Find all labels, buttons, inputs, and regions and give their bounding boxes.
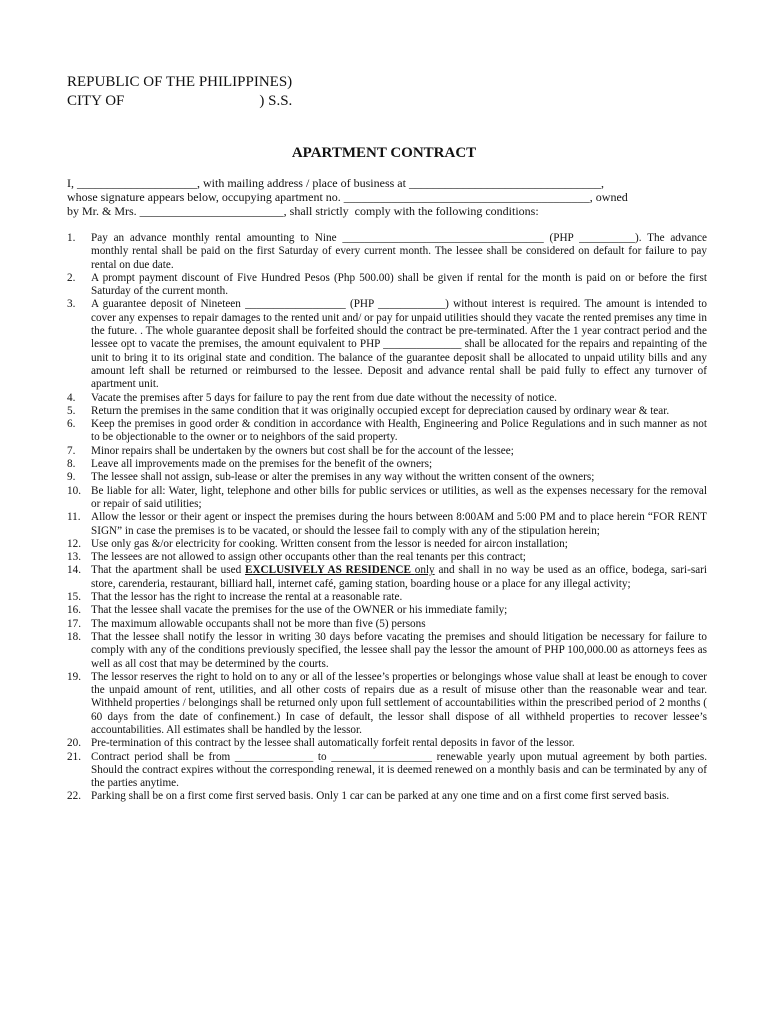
document-title: APARTMENT CONTRACT (291, 145, 477, 161)
condition-text: Minor repairs shall be undertaken by the owners but cost shall be for the account of the lessee; (91, 444, 514, 457)
condition-number: 21. (67, 750, 81, 763)
condition-number: 3. (67, 298, 76, 311)
condition-text: The maximum allowable occupants shall not be more than five (5) persons (91, 617, 426, 630)
condition-number: 2. (67, 271, 76, 284)
condition-number: 1. (67, 232, 76, 244)
condition-text: Use only gas &/or electricity for cooking. Written consent from the lessor is needed for aircon installation; (91, 537, 568, 550)
condition-number: 4. (67, 391, 76, 404)
condition-text: A guarantee deposit of Nineteen __________________ (PHP ____________) without interest is required. The amount is intended to cover any expenses to repair damages to the rented unit and/ or pay for unpaid utilities should they vacate the rented premises any time in the future. . The whole guarantee deposit shall be forfeited should the contract be pre-terminated. After the 1 year contract period and the lessee opt to vacate the premises, the amount equivalent to PHP ______________ shall be allocated for the repairs and repainting of the unit to bring it to its original state and condition. The balance of the guarantee deposit shall be allocated to unpaid utility bills and any amount left shall be returned or reimbursed to the lessee. Deposit and advance rental shall be paid fully to effect any turnover of apartment unit. (91, 298, 707, 391)
condition-text: That the lessee shall vacate the premises for the use of the OWNER or his immediate family; (91, 604, 508, 617)
condition-text: Pay an advance monthly rental amounting to Nine ____________________________________ (PHP __________). The advance monthly rental shall be paid on the first Saturday of every current month. The lessee shall be considered on default for failure to pay rental on due date. (91, 232, 707, 271)
condition-text: The lessees are not allowed to assign other occupants other than the real tenants per this contract; (91, 551, 526, 564)
condition-text: That the lessor has the right to increase the rental at a reasonable rate. (91, 591, 403, 604)
condition-text: Return the premises in the same condition that it was originally occupied except for depreciation caused by ordinary wear & tear. (91, 404, 670, 417)
exclusive-residence-emphasis: EXCLUSIVELY AS RESIDENCE (244, 564, 415, 577)
condition-item-20 (67, 737, 707, 750)
condition-item-3 (67, 298, 707, 391)
condition-number: 14. (67, 564, 81, 577)
condition-text-pre: That the apartment shall be used (91, 564, 245, 577)
condition-number: 18. (67, 630, 81, 643)
condition-item-21 (67, 751, 707, 791)
condition-text: Parking shall be on a first come first served basis. Only 1 car can be parked at any one time and on a first come first served basis. (91, 790, 670, 803)
condition-item-12 (67, 538, 707, 551)
condition-number: 8. (67, 458, 76, 471)
condition-text: Contract period shall be from ______________ to __________________ renewable yearly upon mutual agreement by both parties. Should the contract expires without the corresponding renewal, it is deemed renewed on a monthly basis and can be terminated by any of the parties anytime. (91, 750, 707, 790)
condition-number: 5. (67, 404, 76, 417)
venue-header (67, 73, 292, 111)
condition-number: 19. (67, 670, 81, 683)
condition-item-1 (67, 232, 707, 272)
condition-text: Pre-termination of this contract by the lessee shall automatically forfeit rental deposits in favor of the lessor. (91, 737, 575, 750)
condition-text: Be liable for all: Water, light, telephone and other bills for public services or utilities, as well as the expenses necessary for the removal or repair of said utilities; (91, 484, 707, 510)
condition-text: Keep the premises in good order & condition in accordance with Health, Engineering and Police Regulations and in such manner as not to be objectionable to the owner or to neighbors of the said property. (91, 418, 707, 444)
condition-item-16 (67, 604, 707, 617)
condition-text: That the lessee shall notify the lessor in writing 30 days before vacating the premises and should litigation be necessary for failure to comply with any of the conditions previously specified, the lessee shall pay the lessor the amount of PHP 100,000.00 as attorneys fees as well as all cost that may be determined by the courts. (91, 630, 707, 670)
condition-number: 12. (67, 537, 81, 550)
condition-item-19 (67, 671, 707, 737)
condition-number: 15. (67, 591, 81, 604)
condition-text: Vacate the premises after 5 days for failure to pay the rent from due date without the necessity of notice. (91, 391, 557, 404)
condition-number: 13. (67, 551, 81, 564)
condition-text: A prompt payment discount of Five Hundred Pesos (Php 500.00) shall be given if rental for the month is paid on or before the first Saturday of the current month. (91, 271, 707, 298)
intro-line: I, ____________________, with mailing address / place of business at ________________________________, (67, 176, 604, 190)
condition-number: 11. (67, 511, 81, 524)
condition-item-4 (67, 392, 707, 405)
condition-item-17 (67, 618, 707, 631)
condition-text (91, 564, 707, 589)
conditions-list (67, 232, 707, 804)
condition-text: Allow the lessor or their agent or inspect the premises during the hours between 8:00AM and 5:00 PM and to place herein “FOR RENT SIGN” in case the premises is to be vacated, or should the lessee fail to comply with any of the stipulation herein; (91, 511, 707, 537)
condition-text: Leave all improvements made on the premises for the benefit of the owners; (91, 458, 433, 471)
venue-city-line: CITY OF ) S.S. (67, 93, 293, 109)
condition-item-10 (67, 485, 707, 512)
condition-text: The lessor reserves the right to hold on to any or all of the lessee’s properties or belongings whose value shall at least be enough to cover the unpaid amount of rent, utilities, and all other costs of repairs due as a result of misuse other than the reasonable wear and tear. Withheld properties / belongings shall be returned only upon full settlement of accountabilities within the prescribed period of 2 months ( 60 days from the date of confinement.) In case of default, the lessor shall dispose of all withheld properties to recover lessee’s accountabilities. All estimates shall be handled by the lessor. (91, 670, 707, 736)
intro-line: by Mr. & Mrs. ________________________, shall strictly comply with the following conditions: (67, 204, 539, 218)
condition-item-18 (67, 631, 707, 671)
condition-item-2 (67, 272, 707, 299)
condition-text-post: and shall in no way be used as an office, bodega, sari-sari store, carenderia, restaurant, billiard hall, internet café, gaming station, boarding house or a place for any illegal activity; (91, 564, 707, 590)
condition-number: 20. (67, 737, 81, 750)
condition-number: 16. (67, 604, 81, 617)
condition-item-11 (67, 511, 707, 538)
condition-number: 7. (67, 444, 76, 457)
intro-line: whose signature appears below, occupying apartment no. _________________________________________, owned (67, 190, 628, 204)
condition-item-7 (67, 445, 707, 458)
condition-item-13 (67, 551, 707, 564)
condition-item-14 (67, 564, 707, 591)
venue-republic-line: REPUBLIC OF THE PHILIPPINES) (67, 74, 293, 90)
intro-paragraph (67, 176, 707, 218)
condition-number: 9. (67, 471, 76, 484)
condition-item-5 (67, 405, 707, 418)
condition-number: 17. (67, 617, 81, 630)
condition-number: 22. (67, 790, 81, 803)
only-underlined: only (414, 564, 435, 577)
condition-text: The lessee shall not assign, sub-lease or alter the premises in any way without the written consent of the owners; (91, 471, 595, 484)
condition-number: 10. (67, 484, 81, 497)
condition-item-9 (67, 471, 707, 484)
condition-item-15 (67, 591, 707, 604)
condition-item-8 (67, 458, 707, 471)
condition-number: 6. (67, 418, 76, 431)
condition-item-22 (67, 790, 707, 803)
condition-item-6 (67, 418, 707, 445)
